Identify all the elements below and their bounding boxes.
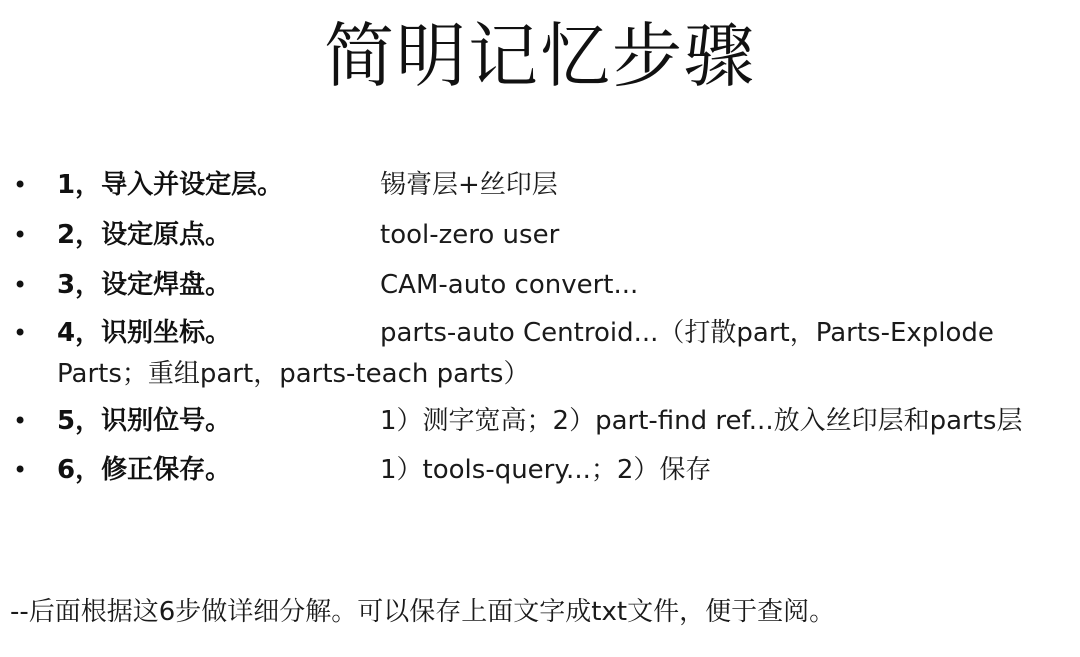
step-detail: parts-auto Centroid...（打散part，Parts-Explode Parts；重组part，parts-teach parts） <box>57 318 994 389</box>
list-item <box>0 448 1080 492</box>
step-detail: 1）tools-query...；2）保存 <box>380 455 712 485</box>
step-label: 6，修正保存。 <box>57 455 232 485</box>
step-detail: CAM-auto convert... <box>380 270 639 300</box>
step-label: 3，设定焊盘。 <box>57 270 232 300</box>
list-item <box>0 213 1080 257</box>
step-label: 5，识别位号。 <box>57 406 232 436</box>
footer-note: --后面根据这6步做详细分解。可以保存上面文字成txt文件，便于查阅。 <box>10 597 836 627</box>
list-item <box>0 401 1080 442</box>
list-item <box>0 163 1080 207</box>
list-item <box>0 263 1080 307</box>
step-detail: tool-zero user <box>380 220 560 250</box>
bullet-icon: • <box>13 171 28 199</box>
step-label: 4，识别坐标。 <box>57 318 232 348</box>
bullet-icon: • <box>13 221 28 249</box>
step-label: 1，导入并设定层。 <box>57 170 284 200</box>
steps-list <box>0 163 1080 498</box>
step-label: 2，设定原点。 <box>57 220 232 250</box>
bullet-icon: • <box>13 319 28 347</box>
page-title: 简明记忆步骤 <box>324 15 756 97</box>
list-item <box>0 313 1080 395</box>
step-detail: 锡膏层+丝印层 <box>380 170 558 200</box>
bullet-icon: • <box>13 456 28 484</box>
bullet-icon: • <box>13 407 28 435</box>
step-detail: 1）测字宽高；2）part-find ref...放入丝印层和parts层 <box>380 406 1023 436</box>
bullet-icon: • <box>13 271 28 299</box>
